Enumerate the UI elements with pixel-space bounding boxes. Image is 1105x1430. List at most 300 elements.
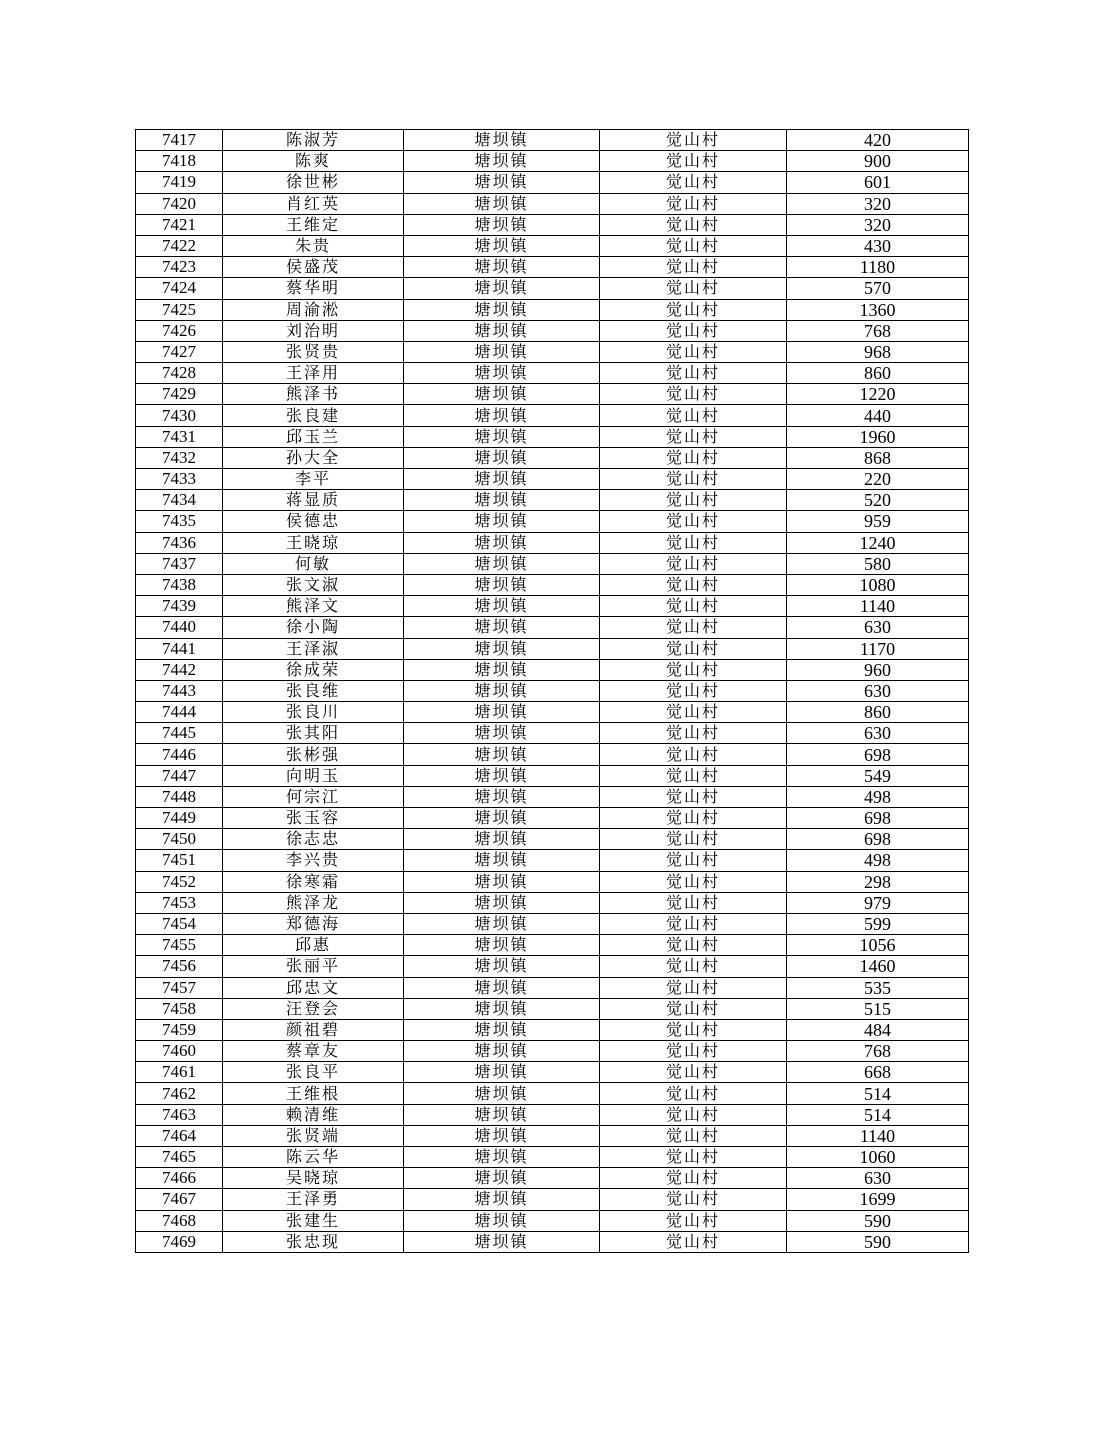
amount-cell: 599	[787, 913, 969, 934]
table-row	[136, 278, 969, 299]
name-cell: 刘治明	[223, 320, 404, 341]
row-number-cell: 7445	[136, 723, 223, 744]
row-number-cell: 7433	[136, 469, 223, 490]
table-body	[136, 130, 969, 1253]
row-number-cell: 7450	[136, 829, 223, 850]
town-cell: 塘坝镇	[404, 235, 600, 256]
amount-cell: 570	[787, 278, 969, 299]
table-row	[136, 935, 969, 956]
table-row	[136, 744, 969, 765]
table-row	[136, 638, 969, 659]
name-cell: 蔡华明	[223, 278, 404, 299]
row-number-cell: 7456	[136, 956, 223, 977]
table-row	[136, 765, 969, 786]
table-row	[136, 617, 969, 638]
amount-cell: 698	[787, 808, 969, 829]
table-row	[136, 490, 969, 511]
town-cell: 塘坝镇	[404, 363, 600, 384]
row-number-cell: 7429	[136, 384, 223, 405]
village-cell: 觉山村	[600, 235, 787, 256]
village-cell: 觉山村	[600, 193, 787, 214]
row-number-cell: 7431	[136, 426, 223, 447]
row-number-cell: 7435	[136, 511, 223, 532]
amount-cell: 1360	[787, 299, 969, 320]
village-cell: 觉山村	[600, 659, 787, 680]
row-number-cell: 7468	[136, 1210, 223, 1231]
table-row	[136, 553, 969, 574]
table-row	[136, 1125, 969, 1146]
table-row	[136, 659, 969, 680]
town-cell: 塘坝镇	[404, 680, 600, 701]
row-number-cell: 7443	[136, 680, 223, 701]
row-number-cell: 7458	[136, 998, 223, 1019]
town-cell: 塘坝镇	[404, 257, 600, 278]
village-cell: 觉山村	[600, 172, 787, 193]
amount-cell: 630	[787, 617, 969, 638]
row-number-cell: 7446	[136, 744, 223, 765]
name-cell: 张忠现	[223, 1231, 404, 1252]
town-cell: 塘坝镇	[404, 320, 600, 341]
village-cell: 觉山村	[600, 1104, 787, 1125]
village-cell: 觉山村	[600, 278, 787, 299]
name-cell: 张玉容	[223, 808, 404, 829]
name-cell: 徐小陶	[223, 617, 404, 638]
row-number-cell: 7418	[136, 151, 223, 172]
row-number-cell: 7425	[136, 299, 223, 320]
name-cell: 赖清维	[223, 1104, 404, 1125]
amount-cell: 1180	[787, 257, 969, 278]
name-cell: 邱惠	[223, 935, 404, 956]
town-cell: 塘坝镇	[404, 1125, 600, 1146]
name-cell: 张良平	[223, 1062, 404, 1083]
row-number-cell: 7460	[136, 1041, 223, 1062]
village-cell: 觉山村	[600, 850, 787, 871]
table-row	[136, 511, 969, 532]
table-row	[136, 532, 969, 553]
village-cell: 觉山村	[600, 638, 787, 659]
row-number-cell: 7444	[136, 702, 223, 723]
amount-cell: 960	[787, 659, 969, 680]
amount-cell: 959	[787, 511, 969, 532]
town-cell: 塘坝镇	[404, 1062, 600, 1083]
table-row	[136, 384, 969, 405]
table-row	[136, 235, 969, 256]
town-cell: 塘坝镇	[404, 405, 600, 426]
table-row	[136, 808, 969, 829]
town-cell: 塘坝镇	[404, 744, 600, 765]
table-row	[136, 151, 969, 172]
row-number-cell: 7449	[136, 808, 223, 829]
table-row	[136, 1019, 969, 1040]
town-cell: 塘坝镇	[404, 765, 600, 786]
village-cell: 觉山村	[600, 956, 787, 977]
village-cell: 觉山村	[600, 829, 787, 850]
town-cell: 塘坝镇	[404, 341, 600, 362]
row-number-cell: 7466	[136, 1168, 223, 1189]
name-cell: 吴晓琼	[223, 1168, 404, 1189]
table-row	[136, 1189, 969, 1210]
village-cell: 觉山村	[600, 490, 787, 511]
name-cell: 李兴贵	[223, 850, 404, 871]
row-number-cell: 7462	[136, 1083, 223, 1104]
village-cell: 觉山村	[600, 786, 787, 807]
amount-cell: 549	[787, 765, 969, 786]
amount-cell: 968	[787, 341, 969, 362]
town-cell: 塘坝镇	[404, 151, 600, 172]
table-row	[136, 680, 969, 701]
row-number-cell: 7448	[136, 786, 223, 807]
town-cell: 塘坝镇	[404, 1104, 600, 1125]
name-cell: 熊泽书	[223, 384, 404, 405]
village-cell: 觉山村	[600, 130, 787, 151]
amount-cell: 484	[787, 1019, 969, 1040]
town-cell: 塘坝镇	[404, 130, 600, 151]
table-row	[136, 596, 969, 617]
name-cell: 邱忠文	[223, 977, 404, 998]
amount-cell: 430	[787, 235, 969, 256]
name-cell: 王维定	[223, 214, 404, 235]
amount-cell: 630	[787, 723, 969, 744]
town-cell: 塘坝镇	[404, 384, 600, 405]
town-cell: 塘坝镇	[404, 426, 600, 447]
row-number-cell: 7461	[136, 1062, 223, 1083]
row-number-cell: 7423	[136, 257, 223, 278]
village-cell: 觉山村	[600, 320, 787, 341]
village-cell: 觉山村	[600, 596, 787, 617]
row-number-cell: 7426	[136, 320, 223, 341]
name-cell: 王泽淑	[223, 638, 404, 659]
amount-cell: 1699	[787, 1189, 969, 1210]
amount-cell: 1056	[787, 935, 969, 956]
row-number-cell: 7452	[136, 871, 223, 892]
name-cell: 王晓琼	[223, 532, 404, 553]
village-cell: 觉山村	[600, 214, 787, 235]
village-cell: 觉山村	[600, 1147, 787, 1168]
village-cell: 觉山村	[600, 617, 787, 638]
village-cell: 觉山村	[600, 363, 787, 384]
village-cell: 觉山村	[600, 723, 787, 744]
amount-cell: 580	[787, 553, 969, 574]
amount-cell: 440	[787, 405, 969, 426]
amount-cell: 768	[787, 320, 969, 341]
table-row	[136, 977, 969, 998]
name-cell: 王泽勇	[223, 1189, 404, 1210]
table-row	[136, 1231, 969, 1252]
amount-cell: 420	[787, 130, 969, 151]
village-cell: 觉山村	[600, 1125, 787, 1146]
name-cell: 王泽用	[223, 363, 404, 384]
name-cell: 徐志忠	[223, 829, 404, 850]
table-row	[136, 320, 969, 341]
name-cell: 颜祖碧	[223, 1019, 404, 1040]
amount-cell: 590	[787, 1231, 969, 1252]
table-row	[136, 829, 969, 850]
row-number-cell: 7420	[136, 193, 223, 214]
village-cell: 觉山村	[600, 405, 787, 426]
name-cell: 张贤贵	[223, 341, 404, 362]
table-row	[136, 1062, 969, 1083]
name-cell: 张贤端	[223, 1125, 404, 1146]
amount-cell: 1080	[787, 574, 969, 595]
name-cell: 向明玉	[223, 765, 404, 786]
amount-cell: 498	[787, 786, 969, 807]
table-row	[136, 1104, 969, 1125]
village-cell: 觉山村	[600, 384, 787, 405]
table-row	[136, 1210, 969, 1231]
amount-cell: 498	[787, 850, 969, 871]
town-cell: 塘坝镇	[404, 299, 600, 320]
name-cell: 熊泽龙	[223, 892, 404, 913]
row-number-cell: 7439	[136, 596, 223, 617]
name-cell: 汪登会	[223, 998, 404, 1019]
village-cell: 觉山村	[600, 532, 787, 553]
village-cell: 觉山村	[600, 1189, 787, 1210]
amount-cell: 514	[787, 1083, 969, 1104]
village-cell: 觉山村	[600, 1062, 787, 1083]
table-row	[136, 850, 969, 871]
amount-cell: 590	[787, 1210, 969, 1231]
name-cell: 张文淑	[223, 574, 404, 595]
town-cell: 塘坝镇	[404, 1041, 600, 1062]
town-cell: 塘坝镇	[404, 659, 600, 680]
amount-cell: 1240	[787, 532, 969, 553]
amount-cell: 698	[787, 829, 969, 850]
row-number-cell: 7453	[136, 892, 223, 913]
village-cell: 觉山村	[600, 574, 787, 595]
row-number-cell: 7437	[136, 553, 223, 574]
name-cell: 徐寒霜	[223, 871, 404, 892]
amount-cell: 220	[787, 469, 969, 490]
name-cell: 郑德海	[223, 913, 404, 934]
name-cell: 邱玉兰	[223, 426, 404, 447]
row-number-cell: 7430	[136, 405, 223, 426]
table-row	[136, 998, 969, 1019]
name-cell: 徐成荣	[223, 659, 404, 680]
row-number-cell: 7467	[136, 1189, 223, 1210]
village-cell: 觉山村	[600, 808, 787, 829]
village-cell: 觉山村	[600, 1041, 787, 1062]
town-cell: 塘坝镇	[404, 1019, 600, 1040]
village-cell: 觉山村	[600, 469, 787, 490]
name-cell: 李平	[223, 469, 404, 490]
table-row	[136, 1147, 969, 1168]
amount-cell: 860	[787, 363, 969, 384]
name-cell: 肖红英	[223, 193, 404, 214]
table-row	[136, 426, 969, 447]
table-row	[136, 723, 969, 744]
village-cell: 觉山村	[600, 511, 787, 532]
village-cell: 觉山村	[600, 151, 787, 172]
town-cell: 塘坝镇	[404, 214, 600, 235]
village-cell: 觉山村	[600, 1231, 787, 1252]
row-number-cell: 7464	[136, 1125, 223, 1146]
village-cell: 觉山村	[600, 871, 787, 892]
row-number-cell: 7428	[136, 363, 223, 384]
name-cell: 陈淑芳	[223, 130, 404, 151]
row-number-cell: 7451	[136, 850, 223, 871]
village-cell: 觉山村	[600, 765, 787, 786]
name-cell: 张彬强	[223, 744, 404, 765]
amount-cell: 668	[787, 1062, 969, 1083]
amount-cell: 535	[787, 977, 969, 998]
amount-cell: 1140	[787, 1125, 969, 1146]
town-cell: 塘坝镇	[404, 1147, 600, 1168]
village-cell: 觉山村	[600, 702, 787, 723]
row-number-cell: 7427	[136, 341, 223, 362]
amount-cell: 520	[787, 490, 969, 511]
table-row	[136, 956, 969, 977]
village-cell: 觉山村	[600, 913, 787, 934]
amount-cell: 1460	[787, 956, 969, 977]
amount-cell: 1140	[787, 596, 969, 617]
amount-cell: 1170	[787, 638, 969, 659]
town-cell: 塘坝镇	[404, 193, 600, 214]
village-cell: 觉山村	[600, 299, 787, 320]
village-cell: 觉山村	[600, 257, 787, 278]
amount-cell: 601	[787, 172, 969, 193]
row-number-cell: 7465	[136, 1147, 223, 1168]
town-cell: 塘坝镇	[404, 702, 600, 723]
town-cell: 塘坝镇	[404, 829, 600, 850]
town-cell: 塘坝镇	[404, 490, 600, 511]
town-cell: 塘坝镇	[404, 172, 600, 193]
table-row	[136, 574, 969, 595]
table-row	[136, 913, 969, 934]
amount-cell: 320	[787, 193, 969, 214]
amount-cell: 1960	[787, 426, 969, 447]
row-number-cell: 7422	[136, 235, 223, 256]
name-cell: 蒋显质	[223, 490, 404, 511]
town-cell: 塘坝镇	[404, 956, 600, 977]
row-number-cell: 7419	[136, 172, 223, 193]
town-cell: 塘坝镇	[404, 808, 600, 829]
row-number-cell: 7469	[136, 1231, 223, 1252]
name-cell: 张良川	[223, 702, 404, 723]
town-cell: 塘坝镇	[404, 596, 600, 617]
name-cell: 陈云华	[223, 1147, 404, 1168]
name-cell: 陈爽	[223, 151, 404, 172]
town-cell: 塘坝镇	[404, 574, 600, 595]
table-row	[136, 786, 969, 807]
town-cell: 塘坝镇	[404, 278, 600, 299]
row-number-cell: 7417	[136, 130, 223, 151]
town-cell: 塘坝镇	[404, 638, 600, 659]
village-cell: 觉山村	[600, 426, 787, 447]
name-cell: 徐世彬	[223, 172, 404, 193]
name-cell: 朱贵	[223, 235, 404, 256]
name-cell: 周渝淞	[223, 299, 404, 320]
village-cell: 觉山村	[600, 892, 787, 913]
amount-cell: 698	[787, 744, 969, 765]
name-cell: 张丽平	[223, 956, 404, 977]
table-row	[136, 1168, 969, 1189]
town-cell: 塘坝镇	[404, 786, 600, 807]
row-number-cell: 7463	[136, 1104, 223, 1125]
town-cell: 塘坝镇	[404, 447, 600, 468]
table-row	[136, 299, 969, 320]
village-cell: 觉山村	[600, 744, 787, 765]
row-number-cell: 7441	[136, 638, 223, 659]
table-row	[136, 1083, 969, 1104]
name-cell: 张良建	[223, 405, 404, 426]
row-number-cell: 7434	[136, 490, 223, 511]
table-row	[136, 469, 969, 490]
row-number-cell: 7440	[136, 617, 223, 638]
town-cell: 塘坝镇	[404, 511, 600, 532]
amount-cell: 514	[787, 1104, 969, 1125]
row-number-cell: 7438	[136, 574, 223, 595]
table-row	[136, 363, 969, 384]
table-row	[136, 447, 969, 468]
amount-cell: 1060	[787, 1147, 969, 1168]
town-cell: 塘坝镇	[404, 553, 600, 574]
row-number-cell: 7432	[136, 447, 223, 468]
amount-cell: 630	[787, 680, 969, 701]
table-row	[136, 405, 969, 426]
town-cell: 塘坝镇	[404, 617, 600, 638]
table-row	[136, 257, 969, 278]
village-cell: 觉山村	[600, 1210, 787, 1231]
village-cell: 觉山村	[600, 447, 787, 468]
village-cell: 觉山村	[600, 341, 787, 362]
village-cell: 觉山村	[600, 1083, 787, 1104]
amount-cell: 900	[787, 151, 969, 172]
row-number-cell: 7455	[136, 935, 223, 956]
row-number-cell: 7421	[136, 214, 223, 235]
village-cell: 觉山村	[600, 1168, 787, 1189]
amount-cell: 320	[787, 214, 969, 235]
amount-cell: 630	[787, 1168, 969, 1189]
name-cell: 张建生	[223, 1210, 404, 1231]
name-cell: 张良维	[223, 680, 404, 701]
town-cell: 塘坝镇	[404, 850, 600, 871]
amount-cell: 868	[787, 447, 969, 468]
town-cell: 塘坝镇	[404, 1231, 600, 1252]
town-cell: 塘坝镇	[404, 1210, 600, 1231]
table-row	[136, 214, 969, 235]
town-cell: 塘坝镇	[404, 1189, 600, 1210]
row-number-cell: 7442	[136, 659, 223, 680]
row-number-cell: 7424	[136, 278, 223, 299]
town-cell: 塘坝镇	[404, 977, 600, 998]
village-cell: 觉山村	[600, 553, 787, 574]
name-cell: 侯盛茂	[223, 257, 404, 278]
village-cell: 觉山村	[600, 977, 787, 998]
row-number-cell: 7447	[136, 765, 223, 786]
town-cell: 塘坝镇	[404, 935, 600, 956]
name-cell: 张其阳	[223, 723, 404, 744]
village-cell: 觉山村	[600, 1019, 787, 1040]
name-cell: 蔡章友	[223, 1041, 404, 1062]
town-cell: 塘坝镇	[404, 892, 600, 913]
table-row	[136, 1041, 969, 1062]
town-cell: 塘坝镇	[404, 998, 600, 1019]
name-cell: 何宗江	[223, 786, 404, 807]
amount-cell: 860	[787, 702, 969, 723]
row-number-cell: 7454	[136, 913, 223, 934]
town-cell: 塘坝镇	[404, 1083, 600, 1104]
table-row	[136, 341, 969, 362]
town-cell: 塘坝镇	[404, 913, 600, 934]
table-row	[136, 702, 969, 723]
row-number-cell: 7459	[136, 1019, 223, 1040]
data-table	[135, 129, 969, 1253]
village-cell: 觉山村	[600, 998, 787, 1019]
town-cell: 塘坝镇	[404, 1168, 600, 1189]
town-cell: 塘坝镇	[404, 469, 600, 490]
town-cell: 塘坝镇	[404, 723, 600, 744]
amount-cell: 515	[787, 998, 969, 1019]
